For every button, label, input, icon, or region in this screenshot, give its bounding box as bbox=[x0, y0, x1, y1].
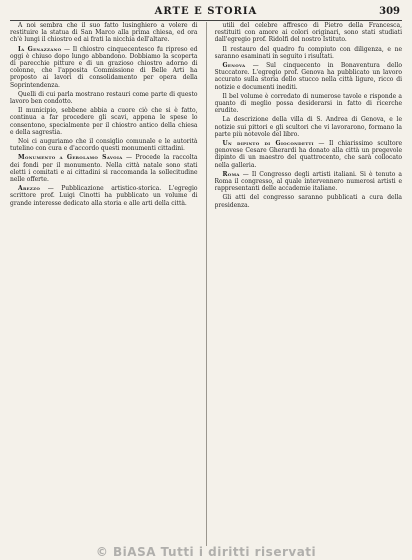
paragraph: Il restauro del quadro fu compiuto con diligenza, e ne saranno esaminati in seguito i risultati. bbox=[214, 45, 402, 60]
paragraph-text: Pubblicazione artistico-storica. L'egregio scrittore prof. Luigi Cinotti ha pubblicato un volume di grande interesse dedicato alla storia e alle arti della città. bbox=[10, 185, 198, 207]
paragraph: Genova — Sul cinquecento in Bonaventura dello Stuccatore. L'egregio prof. Genova ha pubblicato un lavoro accurato sulla storia dello stucco nella città ligure, ricco di notizie e documenti inediti. bbox=[214, 62, 402, 91]
page-number: 309 bbox=[379, 6, 400, 17]
paragraph: Arezzo — Pubblicazione artistico-storica. L'egregio scrittore prof. Luigi Cinotti ha pubblicato un volume di grande interesse dedicato alla storia e alle arti della città. bbox=[10, 185, 198, 207]
paragraph: Il municipio, sebbene abbia a cuore ciò che si è fatto, continua a far procedere gli scavi, appena le spese lo consentono, specialmente per il chiostro antico della chiesa e della sagrestia. bbox=[10, 107, 198, 136]
paragraph-text: Il chiarissimo scultore genovese Cesare Gherardi ha donato alla città un pregevole dipinto di un maestro del quattrocento, che sarà collocato nella galleria. bbox=[214, 140, 402, 169]
right-column bbox=[215, 22, 403, 546]
section-heading: Monumento a Gerolamo Savoia bbox=[18, 154, 123, 162]
paragraph: Quelli di cui parla mostrano restauri come parte di questo lavoro ben condotto. bbox=[10, 90, 198, 106]
text-columns bbox=[10, 22, 402, 546]
page-header bbox=[10, 6, 402, 21]
section-heading: Ia Genazzano bbox=[18, 45, 62, 53]
paragraph-text: Il chiostro cinquecentesco fu ripreso ed oggi è chiuso dopo lungo abbandono. Dobbiamo la scoperta di parecchie pitture e di un grazioso chiostro adorno di colonne, che l'apposita Commissione di Belle Arti ha proposto ai lavori di consolidamento per opera della Soprintendenza. bbox=[10, 45, 198, 89]
section-heading: Arezzo bbox=[18, 185, 41, 193]
paragraph: A noi sembra che il suo fatto lusinghiero a volere di restituire la statua di San Marco alla prima chiesa, ed ora ch'è lungi il chiostro ed ai frati la nicchia dell'altare. bbox=[10, 22, 198, 44]
paragraph: utili del celebre affresco di Pietro della Francesca, restituiti con amore ai colori originari, sono stati studiati dall'egregio prof. Ridolfi del nostro Istituto. bbox=[214, 22, 402, 44]
paragraph-text: Il Congresso degli artisti italiani. Si è tenuto a Roma il congresso, al quale intervennero numerosi artisti e rappresentanti delle accademie italiane. bbox=[214, 170, 402, 193]
paragraph: Un dipinto di Giocondetti — Il chiarissimo scultore genovese Cesare Gherardi ha donato alla città un pregevole dipinto di un maestro del quattrocento, che sarà collocato nella galleria. bbox=[214, 140, 402, 169]
paragraph-text: Procede la raccolta dei fondi per il monumento. Nella città natale sono stati eletti i comitati e ai cittadini si raccomanda la sollecitudine nelle offerte. bbox=[10, 154, 198, 184]
paragraph: La descrizione della villa di S. Andrea di Genova, e le notizie sui pittori e gli scultori che vi lavorarono, formano la parte più notevole del libro. bbox=[214, 116, 402, 138]
running-title: ARTE E STORIA bbox=[154, 6, 258, 17]
section-heading: Roma bbox=[222, 170, 240, 178]
paragraph: Roma — Il Congresso degli artisti italiani. Si è tenuto a Roma il congresso, al quale intervennero numerosi artisti e rappresentanti delle accademie italiane. bbox=[214, 170, 402, 193]
section-heading: Genova bbox=[222, 62, 246, 70]
paragraph: Noi ci auguriamo che il consiglio comunale e le autorità tutelino con cura e d'accordo questi monumenti cittadini. bbox=[10, 138, 198, 153]
paragraph-text: Sul cinquecento in Bonaventura dello Stuccatore. L'egregio prof. Genova ha pubblicato un lavoro accurato sulla storia dello stucco nella città ligure, ricco di notizie e documenti inediti. bbox=[214, 62, 402, 91]
left-column bbox=[10, 22, 198, 546]
column-divider bbox=[206, 22, 207, 546]
paragraph: Il bel volume è corredato di numerose tavole e risponde a quanto di meglio possa desiderarsi in fatto di ricerche erudite. bbox=[214, 92, 402, 115]
paragraph: Gli atti del congresso saranno pubblicati a cura della presidenza. bbox=[214, 194, 402, 209]
section-heading: Un dipinto di Giocondetti bbox=[222, 140, 314, 148]
paragraph: Ia Genazzano — Il chiostro cinquecentesco fu ripreso ed oggi è chiuso dopo lungo abbandono. Dobbiamo la scoperta di parecchie pitture e di un grazioso chiostro adorno di colonne, che l'apposita Commissione di Belle Arti ha proposto ai lavori di consolidamento per opera della Soprintendenza. bbox=[10, 45, 198, 89]
copyright-watermark: © BiASA Tutti i diritti riservati bbox=[95, 545, 317, 559]
paragraph: Monumento a Gerolamo Savoia — Procede la raccolta dei fondi per il monumento. Nella città natale sono stati eletti i comitati e ai cittadini si raccomanda la sollecitudine nelle offerte. bbox=[10, 154, 198, 184]
